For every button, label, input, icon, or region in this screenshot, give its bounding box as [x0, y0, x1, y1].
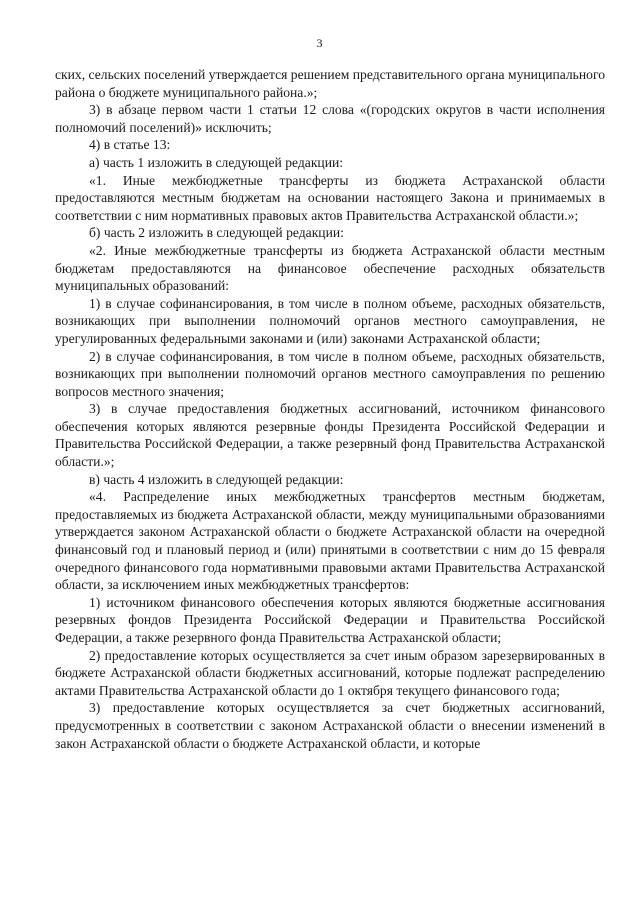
page-number: 3: [316, 36, 323, 50]
paragraph: 1) источником финансового обеспечения которых являются бюджетные ассигнования резервных фондов Президента Российской Федерации и Правительства Российской Федерации, а также резервного фонда Правительства Астраханской области;: [55, 594, 605, 645]
paragraph: «4. Распределение иных межбюджетных трансфертов местным бюджетам, предоставляемых из бюджета Астраханской области, между муниципальными образованиями утверждается законом Астраханской области о бюджете Астраханской области на очередной финансовый год и плановый период и (или) принятыми в соответствии с ним до 15 февраля очередного финансового года нормативными правовыми актами Правительства Астраханской области, за исключением иных межбюджетных трансфертов:: [55, 489, 605, 593]
paragraph: 3) предоставление которых осуществляется за счет бюджетных ассигнований, предусмотренных в соответствии с законом Астраханской области о внесении изменений в закон Астраханской области о бюджете Астраханской области, и которые: [55, 700, 605, 751]
paragraph: а) часть 1 изложить в следующей редакции:: [89, 154, 344, 170]
paragraph: 1) в случае софинансирования, в том числе в полном объеме, расходных обязательств, возникающих при выполнении полномочий органов местного самоуправления, не урегулированных федеральными законами и (или) законами Астраханской области;: [55, 295, 605, 346]
paragraph: 3) в случае предоставления бюджетных ассигнований, источником финансового обеспечения которых являются резервные фонды Президента Российской Федерации и Правительства Российской Федерации, а также резервный фонд Правительства Астраханской области.»;: [55, 401, 605, 470]
paragraph: в) часть 4 изложить в следующей редакции:: [89, 471, 344, 487]
document-body: [55, 66, 605, 752]
paragraph: 4) в статье 13:: [89, 137, 171, 153]
paragraph: ских, сельских поселений утверждается решением представительного органа муниципального района о бюджете муниципального района.»;: [55, 67, 605, 100]
paragraph: «2. Иные межбюджетные трансферты из бюджета Астраханской области местным бюджетам предоставляются на финансовое обеспечение расходных обязательств муниципальных образований:: [55, 242, 605, 294]
paragraph: 3) в абзаце первом части 1 статьи 12 слова «(городских округов в части исполнения полномочий поселений)» исключить;: [55, 102, 605, 135]
paragraph: «1. Иные межбюджетные трансферты из бюджета Астраханской области предоставляются местным бюджетам на основании настоящего Закона и принимаемых в соответствии с ним нормативных правовых актов Правительства Астраханской области.»;: [55, 172, 605, 223]
paragraph: 2) предоставление которых осуществляется за счет иным образом зарезервированных в бюджете Астраханской области бюджетных ассигнований, которые подлежат распределению актами Правительства Астраханской области до 1 октября текущего финансового года;: [55, 647, 605, 698]
paragraph: 2) в случае софинансирования, в том числе в полном объеме, расходных обязательств, возникающих при выполнении полномочий органов местного самоуправления по решению вопросов местного значения;: [55, 348, 605, 399]
paragraph: б) часть 2 изложить в следующей редакции:: [89, 225, 344, 241]
